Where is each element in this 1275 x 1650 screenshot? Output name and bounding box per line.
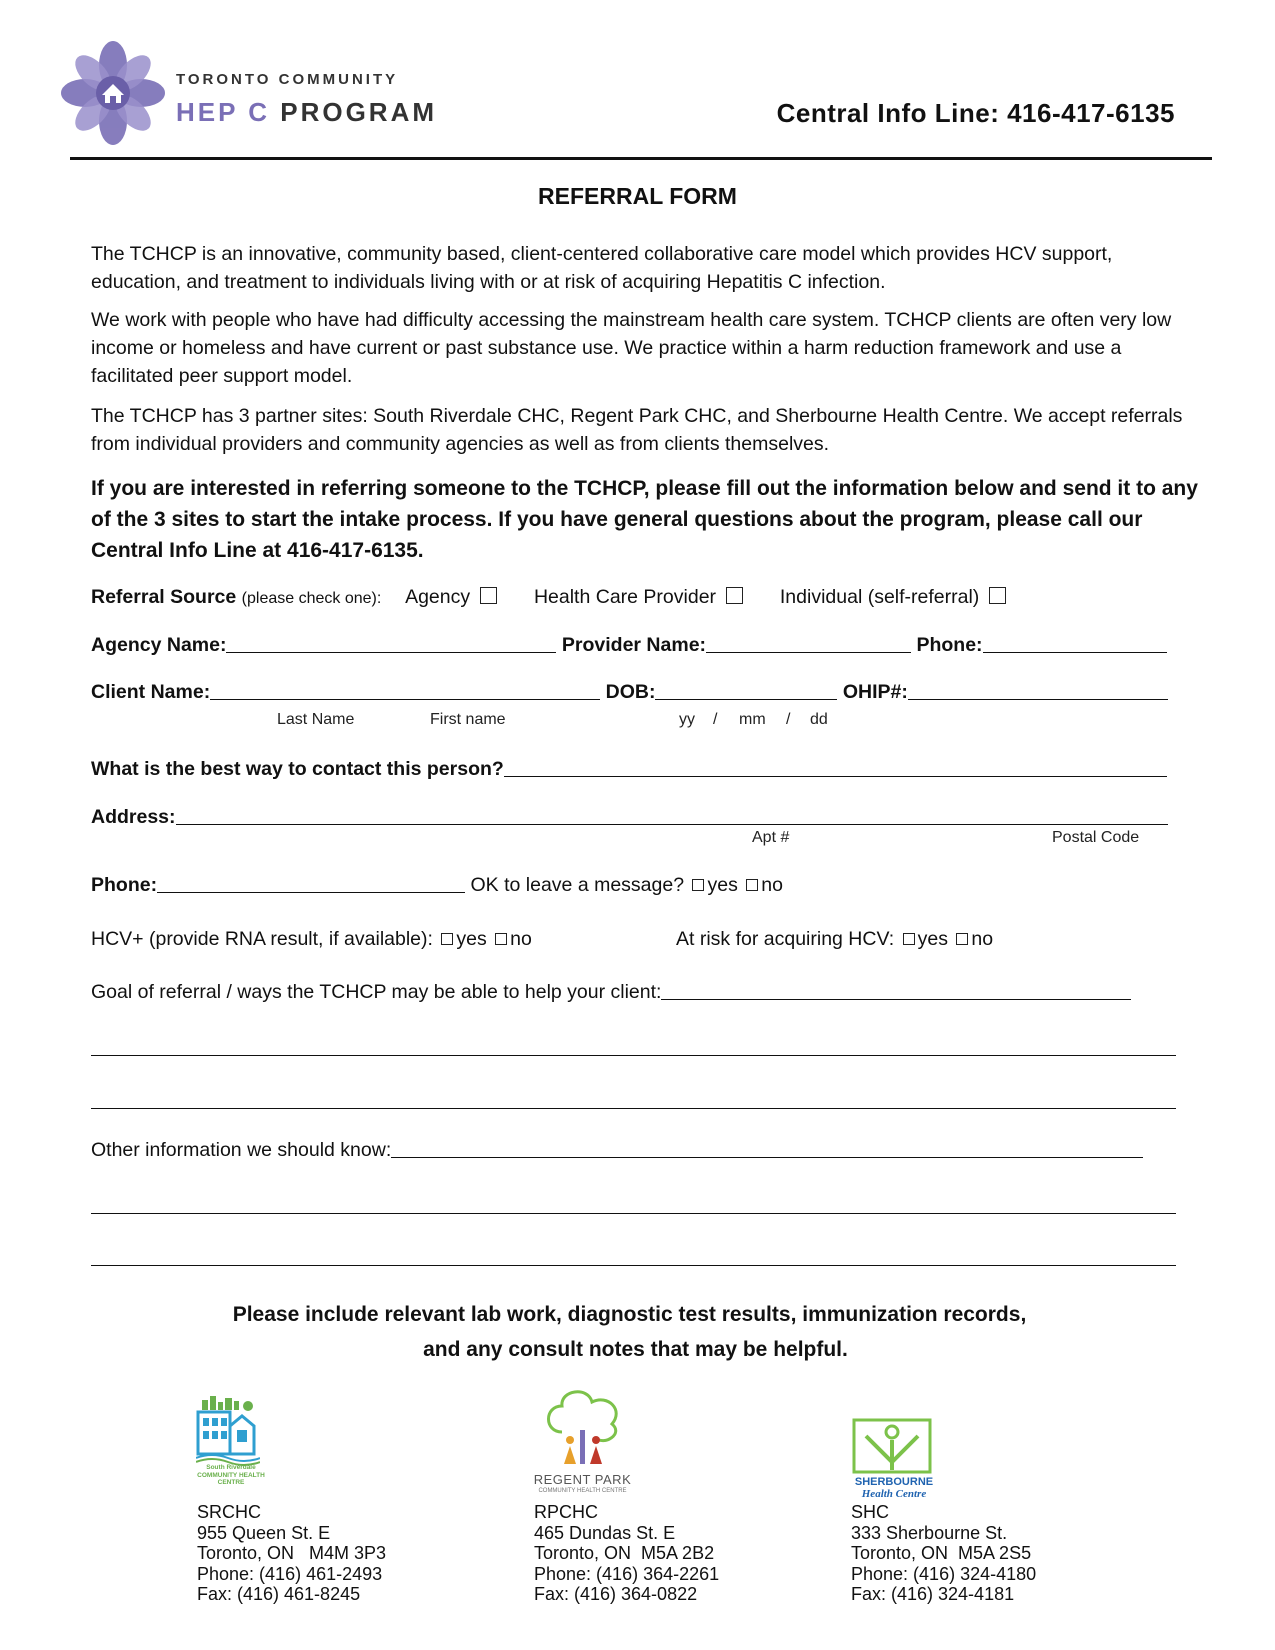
contact-question-label: What is the best way to contact this person? (91, 758, 504, 780)
contact-row (91, 758, 1167, 781)
site-abbr: SRCHC (197, 1502, 262, 1522)
provider-name-label: Provider Name: (561, 634, 707, 656)
other-info-field[interactable] (391, 1139, 1143, 1158)
apt-caption: Apt # (752, 829, 790, 846)
site-fax: Fax: (416) 461-8245 (197, 1584, 361, 1604)
logo-line-2 (176, 97, 437, 128)
other-info-row (91, 1139, 1143, 1162)
agency-name-field[interactable] (226, 634, 556, 653)
site-abbr: RPCHC (534, 1502, 599, 1522)
intro-paragraph-3: The TCHCP has 3 partner sites: South Riverdale CHC, Regent Park CHC, and Sherbourne Health Centre. We accept referrals from individual providers and community agencies as well as from clients themselves. (91, 405, 1183, 455)
last-name-caption: Last Name (277, 711, 355, 728)
footer-note-2: and any consult notes that may be helpful. (423, 1338, 848, 1361)
ohip-label: OHIP#: (842, 681, 908, 703)
other-info-label: Other information we should know: (91, 1139, 392, 1161)
contact-field[interactable] (504, 758, 1167, 777)
intro-paragraph-2: We work with people who have had difficulty accessing the mainstream health care system. TCHCP clients are often very low income or homeless and have current or past substance use. We practice within a harm reduction framework and use a facilitated peer support model. (91, 309, 1172, 387)
first-name-caption: First name (430, 711, 506, 728)
site-phone: Phone: (416) 324-4180 (851, 1563, 1037, 1584)
client-row (91, 681, 1168, 704)
hcv-no-checkbox[interactable] (495, 933, 507, 945)
dob-yy-caption: yy (679, 711, 695, 728)
hcv-no-label: no (510, 928, 532, 950)
client-name-field[interactable] (210, 681, 600, 700)
address-label: Address: (91, 806, 176, 828)
site-rpchc (534, 1502, 719, 1605)
option-agency-label: Agency (405, 586, 471, 608)
dob-mm-caption: mm (739, 711, 766, 728)
page-title: REFERRAL FORM (538, 183, 737, 209)
site-fax: Fax: (416) 324-4181 (851, 1584, 1015, 1604)
srchc-logo-text: South Riverdale COMMUNITY HEALTH CENTRE (197, 1464, 265, 1486)
agency-provider-row (91, 634, 1167, 657)
at-risk-no-checkbox[interactable] (956, 933, 968, 945)
client-phone-field[interactable] (157, 874, 465, 893)
ok-message-yes-label: yes (707, 874, 738, 896)
site-street: 465 Dundas St. E (534, 1522, 676, 1543)
dob-slash-1: / (713, 711, 718, 728)
goal-label: Goal of referral / ways the TCHCP may be able to help your client: (91, 981, 662, 1003)
goal-line-2[interactable] (91, 1054, 1176, 1056)
site-street: 955 Queen St. E (197, 1522, 331, 1543)
site-city: Toronto, ON M4M 3P3 (197, 1543, 387, 1563)
phone-message-row (91, 874, 783, 897)
address-field[interactable] (176, 806, 1168, 825)
option-provider-label: Health Care Provider (533, 586, 717, 608)
ok-message-no-checkbox[interactable] (746, 879, 758, 891)
phone-label: Phone: (916, 634, 983, 656)
central-info-line: Central Info Line: 416-417-6135 (776, 98, 1175, 128)
at-risk-yes-checkbox[interactable] (903, 933, 915, 945)
address-row (91, 806, 1168, 829)
postal-code-caption: Postal Code (1052, 829, 1140, 846)
site-srchc (197, 1502, 386, 1605)
at-risk-row (676, 928, 993, 951)
phone-field[interactable] (983, 634, 1167, 653)
agency-name-label: Agency Name: (91, 634, 227, 656)
dob-label: DOB: (605, 681, 656, 703)
hcv-label: HCV+ (provide RNA result, if available): (91, 928, 433, 950)
ok-message-yes-checkbox[interactable] (692, 879, 704, 891)
at-risk-yes-label: yes (917, 928, 948, 950)
at-risk-label: At risk for acquiring HCV: (676, 928, 895, 950)
rpchc-logo-sub: COMMUNITY HEALTH CENTRE (538, 1488, 627, 1494)
other-line-3[interactable] (91, 1264, 1176, 1266)
site-shc (851, 1502, 1036, 1605)
site-abbr: SHC (851, 1502, 890, 1522)
shc-logo-icon (852, 1418, 932, 1474)
rpchc-logo-icon (540, 1388, 630, 1470)
agency-checkbox[interactable] (480, 587, 497, 604)
goal-field[interactable] (661, 981, 1131, 1000)
logo-line-1: TORONTO COMMUNITY (176, 71, 399, 88)
dob-slash-2: / (786, 711, 791, 728)
site-city: Toronto, ON M5A 2B2 (534, 1543, 715, 1563)
shc-logo-sub: Health Centre (861, 1488, 927, 1500)
intro-paragraph-1: The TCHCP is an innovative, community based, client-centered collaborative care model which provides HCV support, education, and treatment to individuals living with or at risk of acquiring Hepatitis C infection. (91, 243, 1113, 293)
site-fax: Fax: (416) 364-0822 (534, 1584, 698, 1604)
referral-source-row (91, 586, 1006, 609)
dob-dd-caption: dd (810, 711, 828, 728)
site-street: 333 Sherbourne St. (851, 1522, 1008, 1543)
individual-checkbox[interactable] (989, 587, 1006, 604)
other-line-2[interactable] (91, 1212, 1176, 1214)
tchcp-flower-logo-icon (58, 40, 168, 146)
header-divider (70, 157, 1212, 160)
site-phone: Phone: (416) 461-2493 (197, 1563, 383, 1584)
logo-hep: HEP C (176, 97, 270, 127)
at-risk-no-label: no (971, 928, 994, 950)
goal-row (91, 981, 1131, 1004)
hcv-yes-checkbox[interactable] (441, 933, 453, 945)
instructions-paragraph: If you are interested in referring someone to the TCHCP, please fill out the information below and send it to any of the 3 sites to start the intake process. If you have general questions about the program, please call our Central Info Line at 416-417-6135. (91, 477, 1198, 562)
rpchc-logo-text: REGENT PARK (533, 1472, 632, 1487)
client-phone-label: Phone: (91, 874, 158, 896)
referral-source-label: Referral Source (91, 586, 237, 608)
shc-logo-text: SHERBOURNE (854, 1476, 934, 1488)
hcv-row (91, 928, 532, 951)
provider-checkbox[interactable] (726, 587, 743, 604)
ohip-field[interactable] (908, 681, 1168, 700)
footer-note-1: Please include relevant lab work, diagnostic test results, immunization records, (232, 1303, 1027, 1326)
logo-program: PROGRAM (280, 97, 438, 127)
dob-field[interactable] (655, 681, 837, 700)
provider-name-field[interactable] (706, 634, 911, 653)
hcv-yes-label: yes (456, 928, 487, 950)
option-individual-label: Individual (self-referral) (779, 586, 980, 608)
site-city: Toronto, ON M5A 2S5 (851, 1543, 1032, 1563)
ok-message-label: OK to leave a message? (470, 874, 685, 896)
client-name-label: Client Name: (91, 681, 211, 703)
ok-message-no-label: no (761, 874, 783, 896)
goal-line-3[interactable] (91, 1107, 1176, 1109)
referral-source-hint: (please check one): (241, 590, 382, 607)
site-phone: Phone: (416) 364-2261 (534, 1563, 720, 1584)
